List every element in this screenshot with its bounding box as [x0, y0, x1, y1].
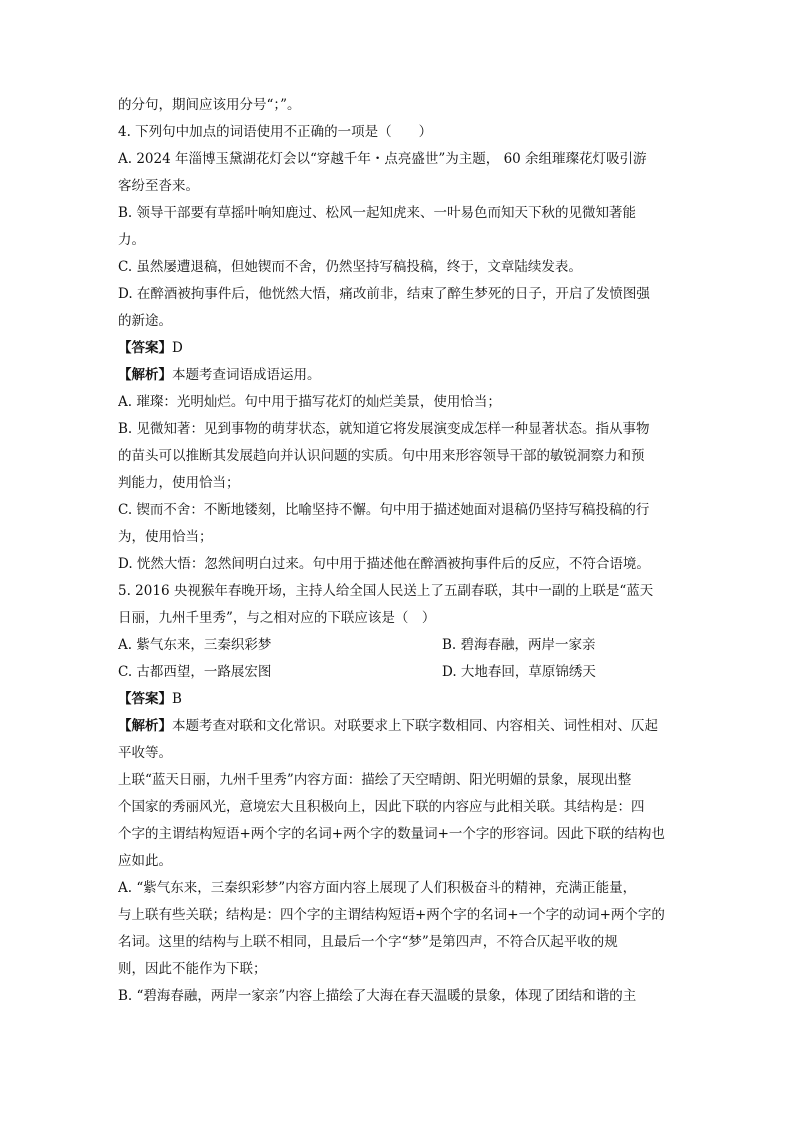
- question-5-stem: 5. 2016 央视猴年春晚开场，主持人给全国人民送上了五副春联，其中一副的上联是“蓝天: [118, 583, 654, 599]
- answer-label: 【答案】: [118, 340, 172, 356]
- answer-value: B: [172, 691, 182, 707]
- text-line: 个国家的秀丽风光，意境宏大且积极向上，因此下联的内容应与此相关联。其结构是：四: [118, 799, 645, 815]
- text-line: 个字的主谓结构短语+两个字的名词+两个字的数量词+一个字的形容词。因此下联的结构也: [118, 826, 665, 842]
- text-line: 客纷至沓来。: [118, 178, 199, 194]
- analysis-label: 【解析】: [118, 718, 172, 734]
- option-c: C. 古都西望，一路展宏图: [118, 664, 272, 680]
- text-line: 则，因此不能作为下联；: [118, 961, 267, 977]
- text-line: 平收等。: [118, 745, 172, 761]
- text-line: 应如此。: [118, 853, 172, 869]
- answer-value: D: [172, 340, 183, 356]
- text-line: 上联“蓝天日丽，九州千里秀”内容方面：描绘了天空晴朗、阳光明媚的景象，展现出整: [118, 772, 632, 788]
- question-4-option-a: A. 2024 年淄博玉黛湖花灯会以“穿越千年・点亮盛世”为主题， 60 余组璀璨花灯吸引游: [118, 151, 647, 167]
- question-4-option-b: B. 领导干部要有草摇叶响知鹿过、松风一起知虎来、一叶易色而知天下秋的见微知著能: [118, 205, 637, 221]
- text-line: C. 锲而不舍：不断地镂刻，比喻坚持不懈。句中用于描述她面对退稿仍坚持写稿投稿的行: [118, 502, 650, 518]
- text-line: 力。: [118, 232, 145, 248]
- option-a: A. 紫气东来，三秦织彩梦: [118, 637, 272, 653]
- question-4-stem: 4. 下列句中加点的词语使用不正确的一项是（ ）: [118, 124, 433, 140]
- text-line: 的分句，期间应该用分号“；”。: [118, 97, 301, 113]
- analysis-text: 本题考查词语成语运用。: [172, 367, 321, 383]
- text-line: B. 见微知著：见到事物的萌芽状态，就知道它将发展演变成怎样一种显著状态。指从事物: [118, 421, 650, 437]
- analysis-5: [118, 713, 678, 740]
- answer-4: [118, 335, 678, 362]
- option-row: [118, 659, 678, 686]
- option-row: [118, 632, 678, 659]
- question-4-block: [118, 92, 678, 335]
- text-line: 的新途。: [118, 313, 172, 329]
- analysis-4: [118, 362, 678, 389]
- analysis-4-details: [118, 389, 678, 632]
- answer-label: 【答案】: [118, 691, 172, 707]
- analysis-5-details: [118, 740, 678, 1010]
- question-4-option-d: D. 在醉酒被拘事件后，他恍然大悟，痛改前非，结束了醉生梦死的日子，开启了发愤图强: [118, 286, 650, 302]
- document-page: [118, 92, 678, 1010]
- text-line: 日丽，九州千里秀”，与之相对应的下联应该是（ ）: [118, 610, 436, 626]
- text-line: 判能力，使用恰当；: [118, 475, 240, 491]
- text-line: B. “碧海春融，两岸一家亲”内容上描绘了大海在春天温暖的景象，体现了团结和谐的主: [118, 988, 637, 1004]
- answer-5: [118, 686, 678, 713]
- analysis-label: 【解析】: [118, 367, 172, 383]
- text-line: A. “紫气东来，三秦织彩梦”内容方面内容上展现了人们积极奋斗的精神，充满正能量，: [118, 880, 637, 896]
- option-b: B. 碧海春融，两岸一家亲: [442, 637, 596, 653]
- text-line: D. 恍然大悟：忽然间明白过来。句中用于描述他在醉酒被拘事件后的反应，不符合语境。: [118, 556, 650, 572]
- text-line: 名词。这里的结构与上联不相同，且最后一个字“梦”是第四声，不符合仄起平收的规: [118, 934, 618, 950]
- question-5-options: [118, 632, 678, 686]
- text-line: 的苗头可以推断其发展趋向并认识问题的实质。句中用来形容领导干部的敏锐洞察力和预: [118, 448, 645, 464]
- question-4-option-c: C. 虽然屡遭退稿，但她锲而不舍，仍然坚持写稿投稿，终于，文章陆续发表。: [118, 259, 582, 275]
- analysis-text: 本题考查对联和文化常识。对联要求上下联字数相同、内容相关、词性相对、仄起: [172, 718, 658, 734]
- text-line: 与上联有些关联；结构是：四个字的主谓结构短语+两个字的名词+一个字的动词+两个字的: [118, 907, 665, 923]
- text-line: 为，使用恰当；: [118, 529, 213, 545]
- option-d: D. 大地春回，草原锦绣天: [442, 664, 596, 680]
- text-line: A. 璀璨：光明灿烂。句中用于描写花灯的灿烂美景，使用恰当；: [118, 394, 501, 410]
